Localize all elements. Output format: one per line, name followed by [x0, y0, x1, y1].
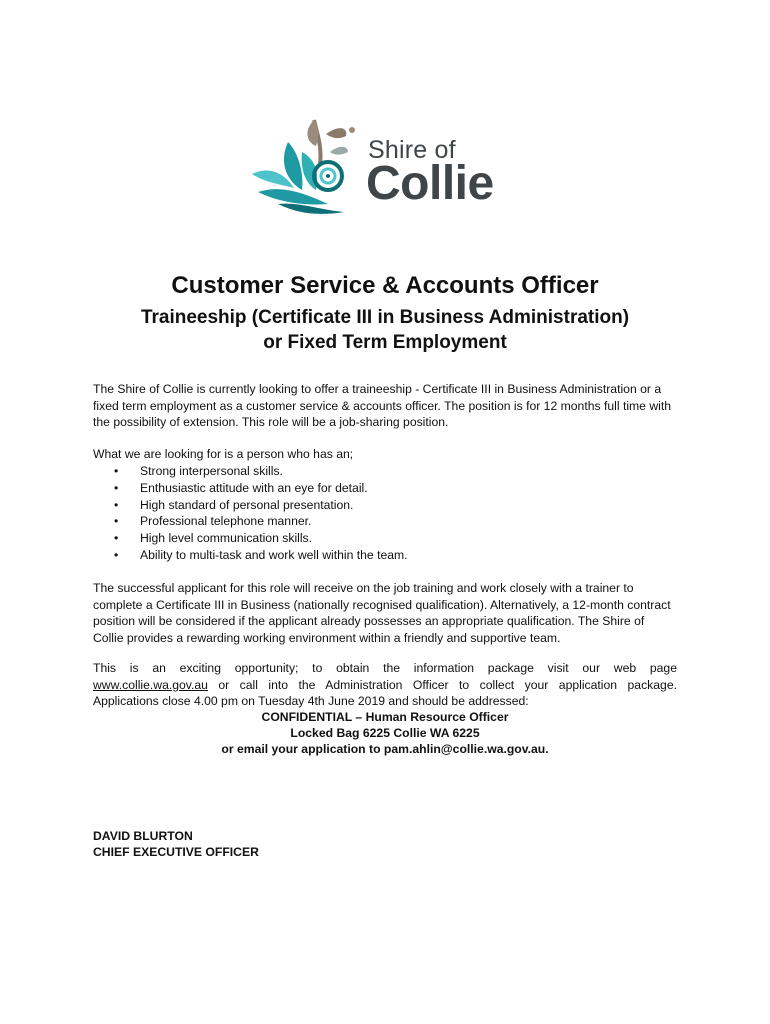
subtitle-line-2: or Fixed Term Employment	[263, 332, 507, 353]
apply-line-2-text: or call into the Administration Officer to collect your application package.	[207, 677, 677, 692]
apply-paragraph	[93, 660, 677, 710]
subtitle-line-1: Traineeship (Certificate III in Business Administration)	[140, 307, 630, 328]
logo-wave-2	[258, 189, 328, 204]
training-paragraph: The successful applicant for this role will receive on the job training and work closely with a trainer to complete a Certificate III in Business (nationally recognised qualification). Alternatively, a 12-month contract position will be considered if the applicant already possesses an appropriate qualification. The Shire of Collie provides a rewarding working environment within a friendly and supportive team.	[93, 581, 671, 645]
requirements-lead: What we are looking for is a person who has an;	[93, 447, 354, 461]
website-link[interactable]: www.collie.wa.gov.au	[93, 677, 208, 692]
apply-line-2	[93, 677, 677, 694]
address-line-1: CONFIDENTIAL – Human Resource Officer	[261, 710, 509, 724]
page-title: Customer Service & Accounts Officer	[171, 272, 599, 299]
requirements-list	[93, 463, 408, 564]
signature-role: CHIEF EXECUTIVE OFFICER	[93, 845, 259, 859]
signature-name: DAVID BLURTON	[93, 829, 193, 843]
logo-leaf-3	[330, 147, 348, 155]
list-item: • Enthusiastic attitude with an eye for detail.	[93, 480, 408, 497]
list-item: • High level communication skills.	[93, 530, 408, 547]
logo-text-collie: Collie	[366, 157, 494, 210]
list-item: • High standard of personal presentation.	[93, 497, 408, 514]
intro-paragraph: The Shire of Collie is currently looking to offer a traineeship - Certificate III in Business Administration or a fixed term employment as a customer service & accounts officer. The position is for 12 months full time with the possibility of extension. This role will be a job-sharing position.	[93, 382, 672, 430]
list-item: • Ability to multi-task and work well within the team.	[93, 547, 408, 564]
logo-dot	[349, 127, 355, 133]
logo-wave-3	[278, 204, 344, 214]
list-item: • Professional telephone manner.	[93, 513, 408, 530]
address-line-2: Locked Bag 6225 Collie WA 6225	[290, 726, 480, 740]
logo-text-shire-of: Shire of	[368, 136, 456, 164]
apply-line-1: This is an exciting opportunity; to obtain the information package visit our web page	[93, 661, 677, 675]
apply-line-3: Applications close 4.00 pm on Tuesday 4th June 2019 and should be addressed:	[93, 694, 529, 709]
email-instruction: or email your application to pam.ahlin@collie.wa.gov.au.	[221, 742, 549, 756]
logo-leaf-2	[326, 128, 346, 138]
list-item: • Strong interpersonal skills.	[93, 463, 408, 480]
